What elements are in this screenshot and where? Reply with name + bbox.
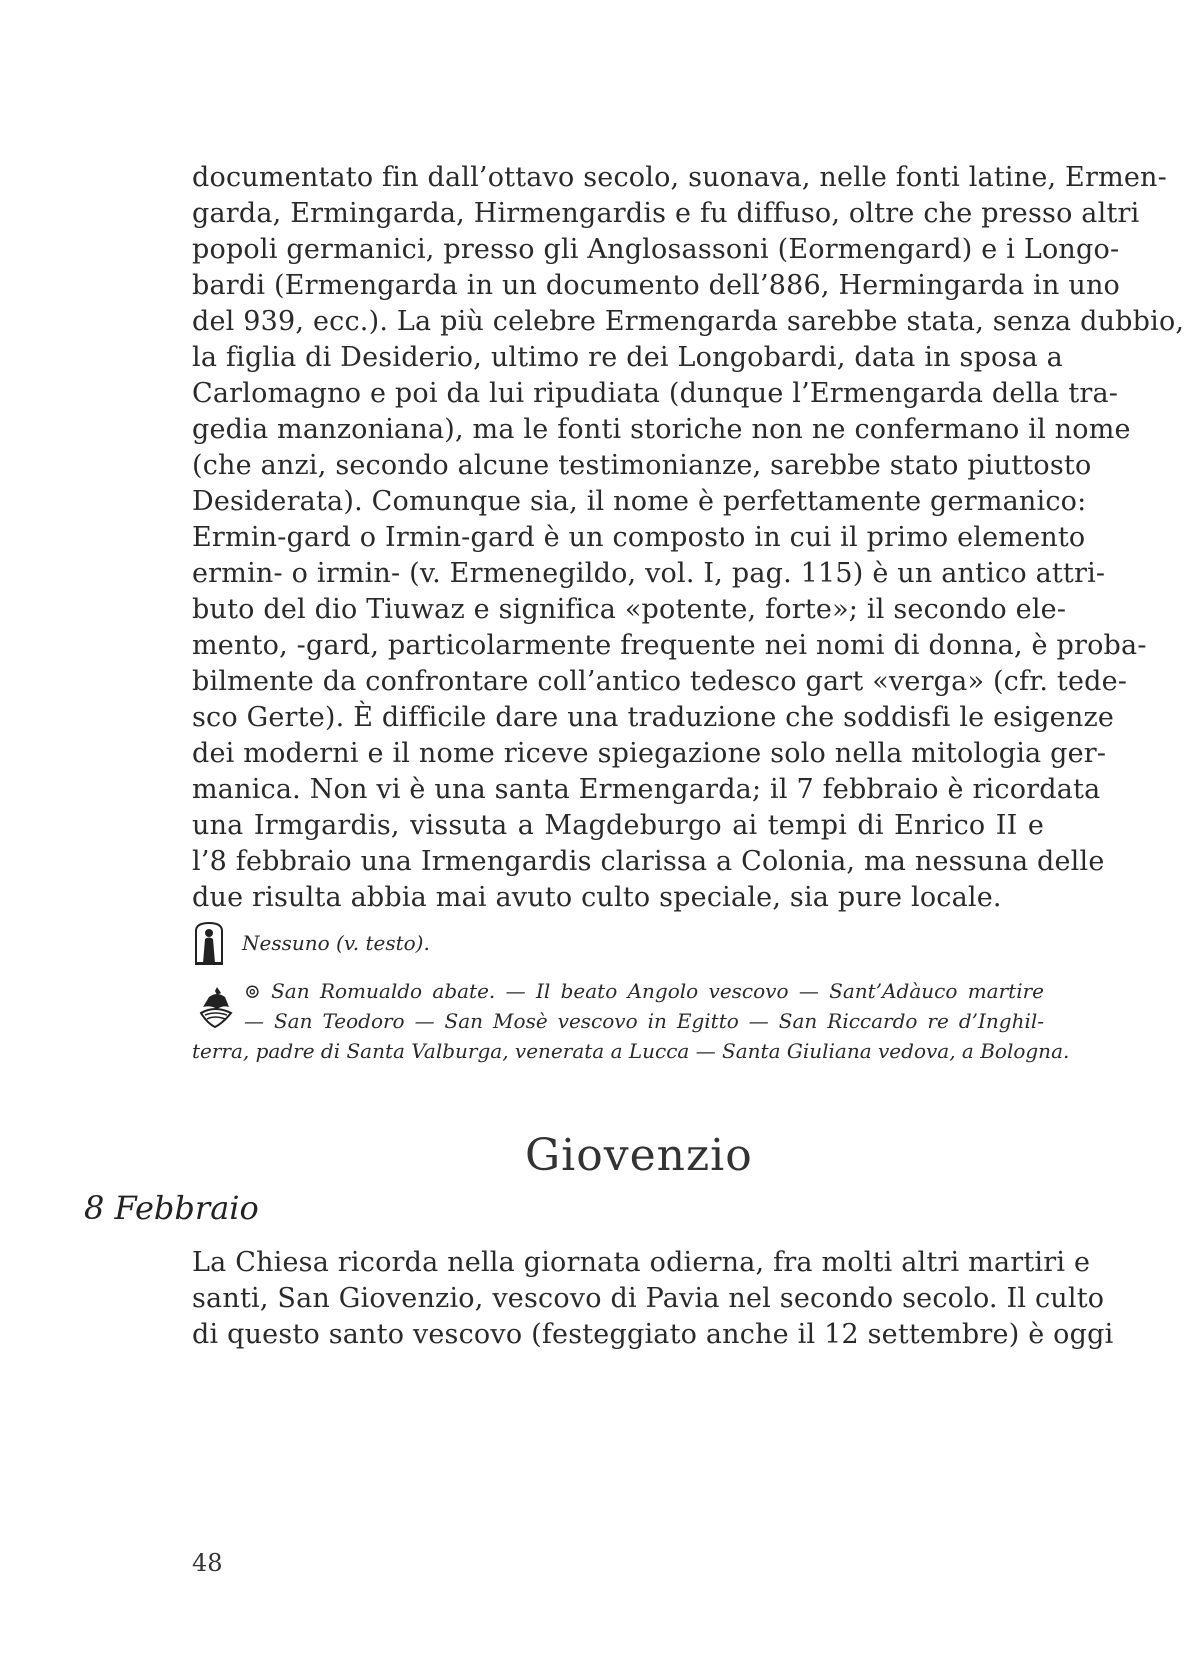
text-line: buto del dio Tiuwaz e significa «potente, forte»; il secondo ele- — [192, 594, 1067, 625]
second-paragraph — [192, 1245, 1114, 1353]
text-line: di questo santo vescovo (festeggiato anche il 12 settembre) è oggi — [192, 1319, 1114, 1350]
text-line: due risulta abbia mai avuto culto speciale, sia pure locale. — [192, 882, 1002, 913]
text-line: mento, -gard, particolarmente frequente nei nomi di donna, è proba- — [192, 630, 1147, 661]
text-line: garda, Ermingarda, Hirmengardis e fu diffuso, oltre che presso altri — [192, 198, 1140, 229]
monk-icon — [193, 921, 225, 965]
patron-note-text: Nessuno (v. testo). — [242, 931, 430, 955]
saints-line: ⊚ San Romualdo abate. — Il beato Angolo vescovo — Sant’Adàuco martire — [244, 979, 1044, 1003]
text-line: la figlia di Desiderio, ultimo re dei Longobardi, data in sposa a — [192, 342, 1063, 373]
text-line: dei moderni e il nome riceve spiegazione solo nella mitologia ger- — [192, 738, 1107, 769]
date-label: 8 Febbraio — [84, 1189, 259, 1227]
text-line: bilmente da confrontare coll’antico tedesco gart «verga» (cfr. tede- — [192, 666, 1128, 697]
text-line: gedia manzoniana), ma le fonti storiche non ne confermano il nome — [192, 414, 1131, 445]
section-title: Giovenzio — [525, 1130, 753, 1181]
text-line: Desiderata). Comunque sia, il nome è perfettamente germanico: — [192, 486, 1087, 517]
text-line: santi, San Giovenzio, vescovo di Pavia nel secondo secolo. Il culto — [192, 1283, 1105, 1314]
text-line: una Irmgardis, vissuta a Magdeburgo ai tempi di Enrico II e — [192, 810, 1044, 841]
text-line: (che anzi, secondo alcune testimonianze, sarebbe stato piuttosto — [192, 450, 1092, 481]
patron-note — [242, 928, 642, 958]
text-line: manica. Non vi è una santa Ermengarda; il 7 febbraio è ricordata — [192, 774, 1101, 805]
saints-line: — San Teodoro — San Mosè vescovo in Egitto — San Riccardo re d’Inghil- — [244, 1009, 1044, 1033]
text-line: Ermin-gard o Irmin-gard è un composto in cui il primo elemento — [192, 522, 1086, 553]
saints-line: terra, padre di Santa Valburga, venerata a Lucca — Santa Giuliana vedova, a Bologna. — [192, 1039, 1070, 1063]
text-line: documentato fin dall’ottavo secolo, suonava, nelle fonti latine, Ermen- — [192, 162, 1167, 193]
text-line: l’8 febbraio una Irmengardis clarissa a Colonia, ma nessuna delle — [192, 846, 1105, 877]
page-number: 48 — [192, 1549, 223, 1577]
text-line: del 939, ecc.). La più celebre Ermengarda sarebbe stata, senza dubbio, — [192, 306, 1184, 337]
text-line: Carlomagno e poi da lui ripudiata (dunque l’Ermengarda della tra- — [192, 378, 1119, 409]
text-line: sco Gerte). È difficile dare una traduzione che soddisfi le esigenze — [192, 702, 1115, 733]
text-line: bardi (Ermengarda in un documento dell’886, Hermingarda in uno — [192, 270, 1121, 301]
saints-note — [192, 976, 1070, 1066]
text-line: La Chiesa ricorda nella giornata odierna, fra molti altri martiri e — [192, 1247, 1091, 1278]
text-line: popoli germanici, presso gli Anglosassoni (Eormengard) e i Longo- — [192, 234, 1120, 265]
text-line: ermin- o irmin- (v. Ermenegildo, vol. I, pag. 115) è un antico attri- — [192, 558, 1106, 589]
main-paragraph — [192, 160, 1184, 916]
